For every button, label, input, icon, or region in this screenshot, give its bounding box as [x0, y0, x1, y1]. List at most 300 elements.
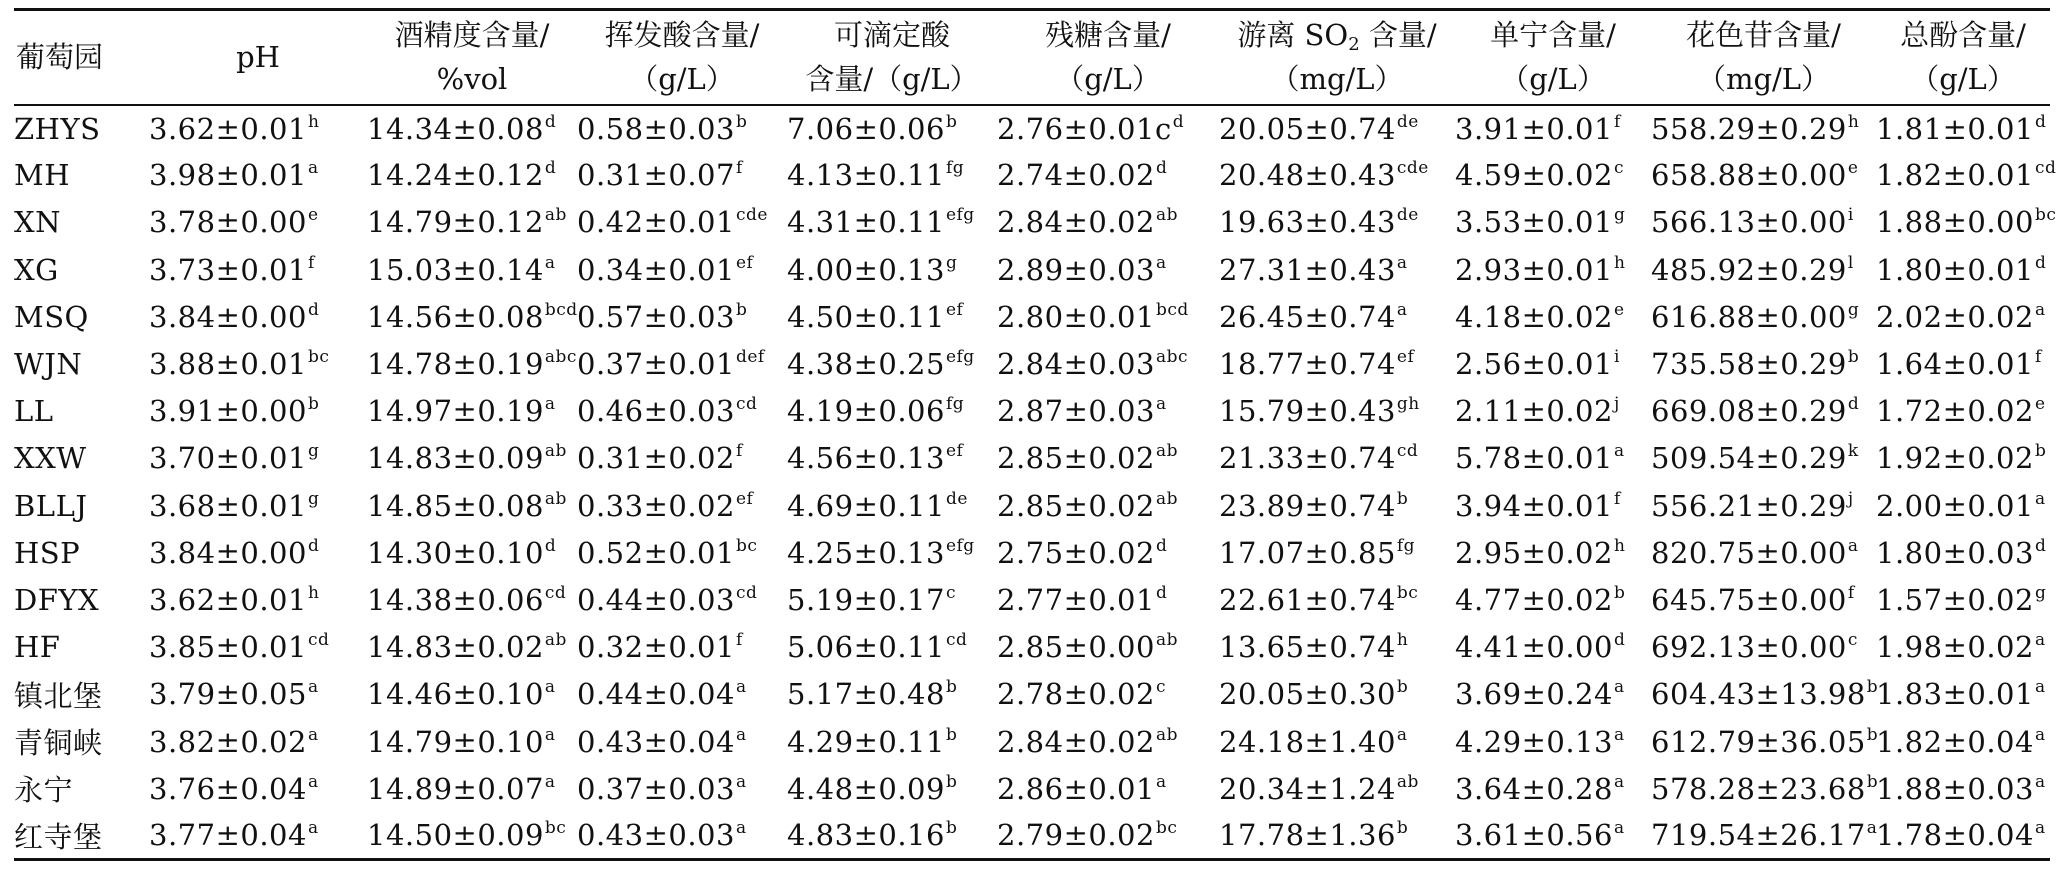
- measurement-value: 3.82±0.02: [149, 724, 307, 759]
- measurement-value: 14.24±0.12: [367, 158, 544, 193]
- header-titratable-acid: 可滴定酸 含量/（g/L）: [787, 10, 997, 105]
- significance-letter: gh: [1396, 394, 1420, 415]
- significance-letter: a: [2034, 818, 2046, 839]
- measurement-value: 3.61±0.56: [1455, 818, 1613, 853]
- significance-letter: ab: [544, 488, 567, 509]
- significance-letter: ef: [735, 488, 754, 509]
- value-cell: [149, 671, 367, 718]
- value-cell: [1455, 482, 1651, 529]
- value-cell: [1651, 246, 1876, 293]
- significance-letter: a: [2034, 488, 2046, 509]
- measurement-value: 1.72±0.02: [1876, 394, 2034, 429]
- value-cell: [787, 765, 997, 812]
- significance-letter: a: [1396, 724, 1408, 745]
- value-cell: [1651, 340, 1876, 387]
- measurement-value: 14.89±0.07: [367, 771, 544, 806]
- vineyard-name-cell: HF: [14, 630, 61, 665]
- value-cell: [577, 482, 787, 529]
- value-cell: [1455, 246, 1651, 293]
- significance-letter: bc: [1155, 818, 1178, 839]
- measurement-value: 4.25±0.13: [787, 535, 945, 570]
- significance-letter: c: [1847, 630, 1858, 651]
- value-cell: [367, 482, 577, 529]
- significance-letter: a: [1155, 394, 1167, 415]
- significance-letter: bc: [735, 535, 758, 556]
- significance-letter: a: [735, 724, 747, 745]
- measurement-value: 3.78±0.00: [149, 205, 307, 240]
- value-cell: [367, 624, 577, 671]
- value-cell: [367, 152, 577, 199]
- vineyard-name-cell: MSQ: [14, 299, 89, 334]
- value-cell: [1455, 388, 1651, 435]
- value-cell: [1455, 105, 1651, 152]
- value-cell: [149, 340, 367, 387]
- significance-letter: de: [1396, 111, 1419, 132]
- value-cell: [787, 718, 997, 765]
- value-cell: [1219, 718, 1455, 765]
- measurement-value: 1.80±0.03: [1876, 535, 2034, 570]
- significance-letter: ef: [735, 252, 754, 273]
- significance-letter: b: [945, 724, 958, 745]
- significance-letter: a: [307, 677, 319, 698]
- measurement-value: 20.05±0.74: [1219, 111, 1396, 146]
- measurement-value: 4.48±0.09: [787, 771, 945, 806]
- significance-letter: a: [1613, 818, 1625, 839]
- value-cell: [149, 765, 367, 812]
- significance-letter: d: [1613, 630, 1626, 651]
- value-cell: [1651, 765, 1879, 812]
- significance-letter: ab: [544, 441, 567, 462]
- measurement-value: 4.38±0.25: [787, 347, 945, 382]
- measurement-value: 1.81±0.01: [1876, 111, 2034, 146]
- measurement-value: 556.21±0.29: [1651, 488, 1847, 523]
- measurement-value: 0.33±0.02: [577, 488, 735, 523]
- significance-letter: a: [2034, 299, 2046, 320]
- significance-letter: e: [1613, 299, 1625, 320]
- measurement-value: 485.92±0.29: [1651, 252, 1847, 287]
- measurement-value: 15.79±0.43: [1219, 394, 1396, 429]
- measurement-value: 2.89±0.03: [997, 252, 1155, 287]
- value-cell: [577, 293, 787, 340]
- header-anthocyanin: 花色苷含量/ （mg/L）: [1651, 10, 1876, 105]
- value-cell: [1651, 482, 1876, 529]
- value-cell: [577, 105, 787, 152]
- measurement-value: 820.75±0.00: [1651, 535, 1847, 570]
- value-cell: [787, 482, 997, 529]
- value-cell: [1876, 624, 2050, 671]
- value-cell: [1651, 812, 1876, 859]
- value-cell: [1876, 718, 2050, 765]
- value-cell: [1455, 671, 1651, 718]
- measurement-value: 14.56±0.08: [367, 299, 544, 334]
- header-alcohol: 酒精度含量/ %vol: [367, 10, 577, 105]
- value-cell: [997, 812, 1219, 859]
- significance-letter: e: [2034, 394, 2046, 415]
- value-cell: [149, 529, 367, 576]
- significance-letter: h: [1613, 252, 1626, 273]
- significance-letter: d: [1155, 158, 1168, 179]
- measurement-value: 21.33±0.74: [1219, 441, 1396, 476]
- significance-letter: ab: [1396, 771, 1419, 792]
- header-total-phenol: 总酚含量/ （g/L）: [1876, 10, 2050, 105]
- measurement-value: 0.37±0.03: [577, 771, 735, 806]
- significance-letter: a: [544, 771, 556, 792]
- significance-letter: h: [1847, 111, 1860, 132]
- value-cell: [997, 199, 1219, 246]
- significance-letter: ef: [945, 299, 964, 320]
- significance-letter: de: [1396, 205, 1419, 226]
- significance-letter: efg: [945, 535, 975, 556]
- significance-letter: j: [1613, 394, 1620, 415]
- significance-letter: a: [735, 818, 747, 839]
- value-cell: [1876, 152, 2057, 199]
- significance-letter: ab: [1155, 441, 1178, 462]
- significance-letter: a: [544, 394, 556, 415]
- measurement-value: 1.82±0.04: [1876, 724, 2034, 759]
- significance-letter: b: [945, 677, 958, 698]
- measurement-value: 14.85±0.08: [367, 488, 544, 523]
- significance-letter: a: [735, 677, 747, 698]
- measurement-value: 3.88±0.01: [149, 347, 307, 382]
- measurement-value: 1.83±0.01: [1876, 677, 2034, 712]
- measurement-value: 4.77±0.02: [1455, 582, 1613, 617]
- value-cell: [1455, 765, 1651, 812]
- value-cell: [577, 671, 787, 718]
- vineyard-name-cell: XG: [14, 252, 59, 287]
- measurement-value: 2.85±0.02: [997, 488, 1155, 523]
- significance-letter: b: [1396, 677, 1409, 698]
- value-cell: [1651, 718, 1879, 765]
- value-cell: [1219, 246, 1455, 293]
- value-cell: [577, 624, 787, 671]
- measurement-value: 616.88±0.00: [1651, 299, 1847, 334]
- measurement-value: 0.46±0.03: [577, 394, 735, 429]
- vineyard-name-cell: 镇北堡: [14, 678, 103, 713]
- significance-letter: fg: [945, 158, 965, 179]
- measurement-value: 2.85±0.00: [997, 630, 1155, 665]
- value-cell: [577, 529, 787, 576]
- measurement-value: 2.76±0.01c: [997, 111, 1172, 146]
- significance-letter: ef: [945, 441, 964, 462]
- header-ph: pH: [149, 10, 367, 105]
- value-cell: [787, 576, 997, 623]
- measurement-value: 0.31±0.02: [577, 441, 735, 476]
- value-cell: [1455, 293, 1651, 340]
- significance-letter: i: [1847, 205, 1854, 226]
- measurement-value: 26.45±0.74: [1219, 299, 1396, 334]
- value-cell: [577, 812, 787, 859]
- significance-letter: a: [307, 771, 319, 792]
- value-cell: [1455, 199, 1651, 246]
- measurement-value: 3.77±0.04: [149, 818, 307, 853]
- value-cell: [1455, 529, 1651, 576]
- value-cell: [149, 624, 367, 671]
- value-cell: [1219, 152, 1455, 199]
- significance-letter: b: [1613, 582, 1626, 603]
- value-cell: [1876, 388, 2050, 435]
- measurement-value: 14.83±0.09: [367, 441, 544, 476]
- value-cell: [1876, 293, 2050, 340]
- significance-letter: g: [945, 252, 958, 273]
- measurement-value: 735.58±0.29: [1651, 347, 1847, 382]
- significance-letter: k: [1847, 441, 1859, 462]
- significance-letter: efg: [945, 205, 975, 226]
- value-cell: [1876, 199, 2057, 246]
- value-cell: [367, 435, 577, 482]
- significance-letter: d: [2034, 252, 2047, 273]
- value-cell: [149, 812, 367, 859]
- vineyard-name-cell: 红寺堡: [14, 812, 149, 859]
- significance-letter: cd: [2034, 158, 2057, 179]
- significance-letter: h: [307, 582, 320, 603]
- value-cell: [1219, 435, 1455, 482]
- measurement-value: 4.29±0.11: [787, 724, 945, 759]
- significance-letter: b: [1396, 818, 1409, 839]
- significance-letter: abc: [1155, 347, 1188, 368]
- significance-letter: d: [1155, 582, 1168, 603]
- table-row: [14, 576, 2050, 623]
- value-cell: [997, 246, 1219, 293]
- measurement-value: 5.06±0.11: [787, 630, 945, 665]
- table-body: [14, 105, 2057, 860]
- table-row: [14, 199, 2050, 246]
- measurement-value: 3.98±0.01: [149, 158, 307, 193]
- significance-letter: bc: [544, 818, 567, 839]
- value-cell: [1219, 671, 1455, 718]
- significance-letter: f: [1847, 582, 1855, 603]
- measurement-value: 645.75±0.00: [1651, 582, 1847, 617]
- significance-letter: fg: [945, 394, 965, 415]
- measurement-value: 20.48±0.43: [1219, 158, 1396, 193]
- vineyard-name-cell: DFYX: [14, 582, 100, 617]
- value-cell: [1651, 671, 1879, 718]
- significance-letter: d: [544, 535, 557, 556]
- measurement-value: 22.61±0.74: [1219, 582, 1396, 617]
- value-cell: [367, 246, 577, 293]
- significance-letter: b: [945, 771, 958, 792]
- value-cell: [787, 624, 997, 671]
- significance-letter: a: [1396, 299, 1408, 320]
- significance-letter: f: [735, 630, 743, 651]
- value-cell: [997, 105, 1219, 152]
- value-cell: [787, 388, 997, 435]
- significance-letter: g: [307, 488, 320, 509]
- value-cell: [1651, 105, 1876, 152]
- significance-letter: h: [307, 111, 320, 132]
- significance-letter: bcd: [544, 299, 578, 320]
- measurement-value: 14.97±0.19: [367, 394, 544, 429]
- significance-letter: a: [544, 724, 556, 745]
- significance-letter: b: [2034, 441, 2047, 462]
- significance-letter: e: [1847, 158, 1859, 179]
- value-cell: [577, 246, 787, 293]
- measurement-value: 14.78±0.19: [367, 347, 544, 382]
- significance-letter: d: [307, 299, 320, 320]
- significance-letter: f: [1613, 111, 1621, 132]
- significance-letter: f: [307, 252, 315, 273]
- measurement-value: 2.84±0.02: [997, 205, 1155, 240]
- measurement-value: 4.00±0.13: [787, 252, 945, 287]
- value-cell: [1455, 576, 1651, 623]
- measurement-value: 3.84±0.00: [149, 535, 307, 570]
- measurement-value: 2.56±0.01: [1455, 347, 1613, 382]
- significance-letter: i: [1613, 347, 1620, 368]
- significance-letter: d: [1847, 394, 1860, 415]
- measurement-value: 3.68±0.01: [149, 488, 307, 523]
- measurement-value: 0.57±0.03: [577, 299, 735, 334]
- significance-letter: b: [1396, 488, 1409, 509]
- significance-letter: a: [1866, 818, 1878, 839]
- significance-letter: a: [1847, 535, 1859, 556]
- value-cell: [1876, 340, 2050, 387]
- significance-letter: a: [544, 677, 556, 698]
- measurement-value: 1.88±0.03: [1876, 771, 2034, 806]
- measurement-value: 27.31±0.43: [1219, 252, 1396, 287]
- measurement-value: 3.85±0.01: [149, 630, 307, 665]
- measurement-value: 2.75±0.02: [997, 535, 1155, 570]
- value-cell: [149, 293, 367, 340]
- measurement-value: 2.79±0.02: [997, 818, 1155, 853]
- significance-letter: g: [1613, 205, 1626, 226]
- measurement-value: 0.37±0.01: [577, 347, 735, 382]
- value-cell: [1219, 199, 1455, 246]
- measurement-value: 3.79±0.05: [149, 677, 307, 712]
- measurement-value: 2.77±0.01: [997, 582, 1155, 617]
- measurement-value: 0.43±0.04: [577, 724, 735, 759]
- value-cell: [787, 293, 997, 340]
- measurement-value: 558.29±0.29: [1651, 111, 1847, 146]
- measurement-value: 4.29±0.13: [1455, 724, 1613, 759]
- significance-letter: bc: [1396, 582, 1419, 603]
- significance-letter: j: [1847, 488, 1854, 509]
- measurement-value: 2.74±0.02: [997, 158, 1155, 193]
- value-cell: [787, 340, 997, 387]
- measurement-value: 14.34±0.08: [367, 111, 544, 146]
- significance-letter: c: [945, 582, 956, 603]
- significance-letter: bcd: [1155, 299, 1189, 320]
- table-row: [14, 624, 2050, 671]
- table-row: [14, 765, 2050, 812]
- value-cell: [149, 105, 367, 152]
- significance-letter: a: [1613, 771, 1625, 792]
- significance-letter: d: [2034, 111, 2047, 132]
- significance-letter: cd: [735, 582, 758, 603]
- significance-letter: cde: [1396, 158, 1429, 179]
- significance-letter: cd: [1396, 441, 1419, 462]
- measurement-value: 0.42±0.01: [577, 205, 735, 240]
- value-cell: [1651, 152, 1876, 199]
- measurement-value: 3.91±0.01: [1455, 111, 1613, 146]
- value-cell: [149, 388, 367, 435]
- value-cell: [1219, 482, 1455, 529]
- value-cell: [149, 718, 367, 765]
- measurement-value: 0.43±0.03: [577, 818, 735, 853]
- vineyard-name-cell: BLLJ: [14, 488, 88, 523]
- measurement-value: 566.13±0.00: [1651, 205, 1847, 240]
- header-free-so2: 游离 $SO_2$ 含量/ （mg/L）: [1219, 10, 1455, 105]
- value-cell: [997, 671, 1219, 718]
- significance-letter: bc: [2034, 205, 2057, 226]
- significance-letter: b: [1866, 724, 1879, 745]
- measurement-value: 3.94±0.01: [1455, 488, 1613, 523]
- value-cell: [577, 435, 787, 482]
- measurement-value: 0.32±0.01: [577, 630, 735, 665]
- measurement-value: 3.69±0.24: [1455, 677, 1613, 712]
- value-cell: [367, 293, 577, 340]
- table-row: [14, 293, 2050, 340]
- measurement-value: 14.30±0.10: [367, 535, 544, 570]
- measurement-value: 19.63±0.43: [1219, 205, 1396, 240]
- significance-letter: b: [307, 394, 320, 415]
- value-cell: [997, 718, 1219, 765]
- measurement-value: 1.57±0.02: [1876, 582, 2034, 617]
- measurement-value: 2.84±0.02: [997, 724, 1155, 759]
- header-vineyard: 葡萄园: [14, 10, 149, 105]
- wine-composition-table: [14, 8, 2057, 861]
- value-cell: [997, 388, 1219, 435]
- significance-letter: a: [1396, 252, 1408, 273]
- value-cell: [787, 152, 997, 199]
- significance-letter: cd: [307, 630, 330, 651]
- value-cell: [1455, 152, 1651, 199]
- value-cell: [149, 435, 367, 482]
- value-cell: [997, 482, 1219, 529]
- measurement-value: 17.78±1.36: [1219, 818, 1396, 853]
- significance-letter: ab: [544, 205, 567, 226]
- measurement-value: 3.76±0.04: [149, 771, 307, 806]
- table-row: [14, 152, 2050, 199]
- measurement-value: 2.84±0.03: [997, 347, 1155, 382]
- measurement-value: 692.13±0.00: [1651, 630, 1847, 665]
- value-cell: [367, 340, 577, 387]
- measurement-value: 3.62±0.01: [149, 111, 307, 146]
- significance-letter: g: [307, 441, 320, 462]
- vineyard-name-cell: ZHYS: [14, 111, 101, 146]
- significance-letter: d: [307, 535, 320, 556]
- measurement-value: 3.64±0.28: [1455, 771, 1613, 806]
- value-cell: [1876, 576, 2050, 623]
- value-cell: [367, 812, 577, 859]
- value-cell: [577, 576, 787, 623]
- value-cell: [997, 529, 1219, 576]
- header-tannin: 单宁含量/ （g/L）: [1455, 10, 1651, 105]
- significance-letter: de: [945, 488, 968, 509]
- measurement-value: 604.43±13.98: [1651, 677, 1866, 712]
- measurement-value: 5.19±0.17: [787, 582, 945, 617]
- measurement-value: 14.83±0.02: [367, 630, 544, 665]
- significance-letter: ab: [1155, 724, 1178, 745]
- measurement-value: 4.13±0.11: [787, 158, 945, 193]
- measurement-value: 20.05±0.30: [1219, 677, 1396, 712]
- value-cell: [577, 388, 787, 435]
- measurement-value: 2.00±0.01: [1876, 488, 2034, 523]
- significance-letter: b: [735, 299, 748, 320]
- value-cell: [149, 246, 367, 293]
- significance-letter: a: [307, 158, 319, 179]
- measurement-value: 3.84±0.00: [149, 299, 307, 334]
- value-cell: [367, 105, 577, 152]
- value-cell: [787, 246, 997, 293]
- value-cell: [149, 152, 367, 199]
- measurement-value: 669.08±0.29: [1651, 394, 1847, 429]
- header-residual-sugar: 残糖含量/ （g/L）: [997, 10, 1219, 105]
- value-cell: [787, 105, 997, 152]
- value-cell: [1455, 624, 1651, 671]
- vineyard-name-cell: WJN: [14, 347, 83, 382]
- value-cell: [1219, 812, 1455, 859]
- table-row: [14, 435, 2050, 482]
- value-cell: [787, 812, 997, 859]
